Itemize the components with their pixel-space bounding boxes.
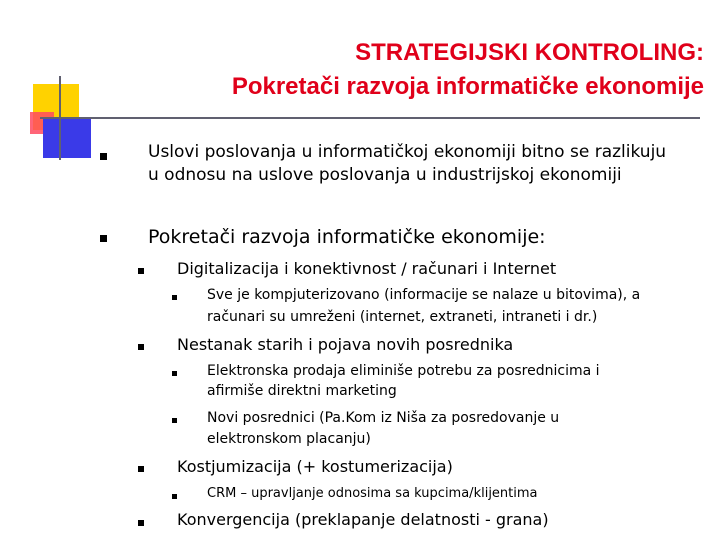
sub-sub-bullet-3-1: CRM – upravljanje odnosima sa kupcima/klijentima xyxy=(207,486,538,501)
sub-bullet-3: Kostjumizacija (+ kostumerizacija) xyxy=(177,457,453,476)
bullet-marker xyxy=(138,466,144,472)
bullet-2-text: Pokretači razvoja informatičke ekonomije: xyxy=(148,226,546,248)
sub-sub-bullet-1-1-line-2: računari su umreženi (internet, extraneti, intraneti i dr.) xyxy=(207,309,598,325)
sub-sub-bullet-2-1-line-1: Elektronska prodaja eliminiše potrebu za posrednicima i xyxy=(207,363,600,379)
sub-sub-bullet-1-1-line-1: Sve je kompjuterizovano (informacije se nalaze u bitovima), a xyxy=(207,287,641,303)
sub-sub-bullet-2-2-line-2: elektronskom placanju) xyxy=(207,431,371,447)
bullet-marker xyxy=(138,344,144,350)
decor-blue-square xyxy=(43,118,91,158)
bullet-marker xyxy=(172,371,177,376)
bullet-marker xyxy=(172,295,177,300)
bullet-marker xyxy=(100,235,107,242)
slide-title-line-1: STRATEGIJSKI KONTROLING: xyxy=(355,39,704,66)
bullet-marker xyxy=(138,268,144,274)
bullet-marker xyxy=(172,494,177,499)
sub-sub-bullet-2-1-line-2: afirmiše direktni marketing xyxy=(207,383,397,399)
sub-bullet-2: Nestanak starih i pojava novih posrednika xyxy=(177,335,514,354)
sub-sub-bullet-2-2-line-1: Novi posrednici (Pa.Kom iz Niša za posredovanje u xyxy=(207,410,560,426)
bullet-1-line-1: Uslovi poslovanja u informatičkoj ekonomiji bitno se razlikuju xyxy=(148,142,667,162)
bullet-marker xyxy=(172,418,177,423)
slide-title-line-2: Pokretači razvoja informatičke ekonomije xyxy=(231,73,704,100)
decor-horizontal-line xyxy=(40,117,700,119)
sub-bullet-4: Konvergencija (preklapanje delatnosti - grana) xyxy=(177,510,549,529)
bullet-marker xyxy=(100,153,107,160)
bullet-1-line-2: u odnosu na uslove poslovanja u industrijskoj ekonomiji xyxy=(148,165,622,185)
sub-bullet-1: Digitalizacija i konektivnost / računari i Internet xyxy=(177,259,557,278)
bullet-marker xyxy=(138,520,144,526)
